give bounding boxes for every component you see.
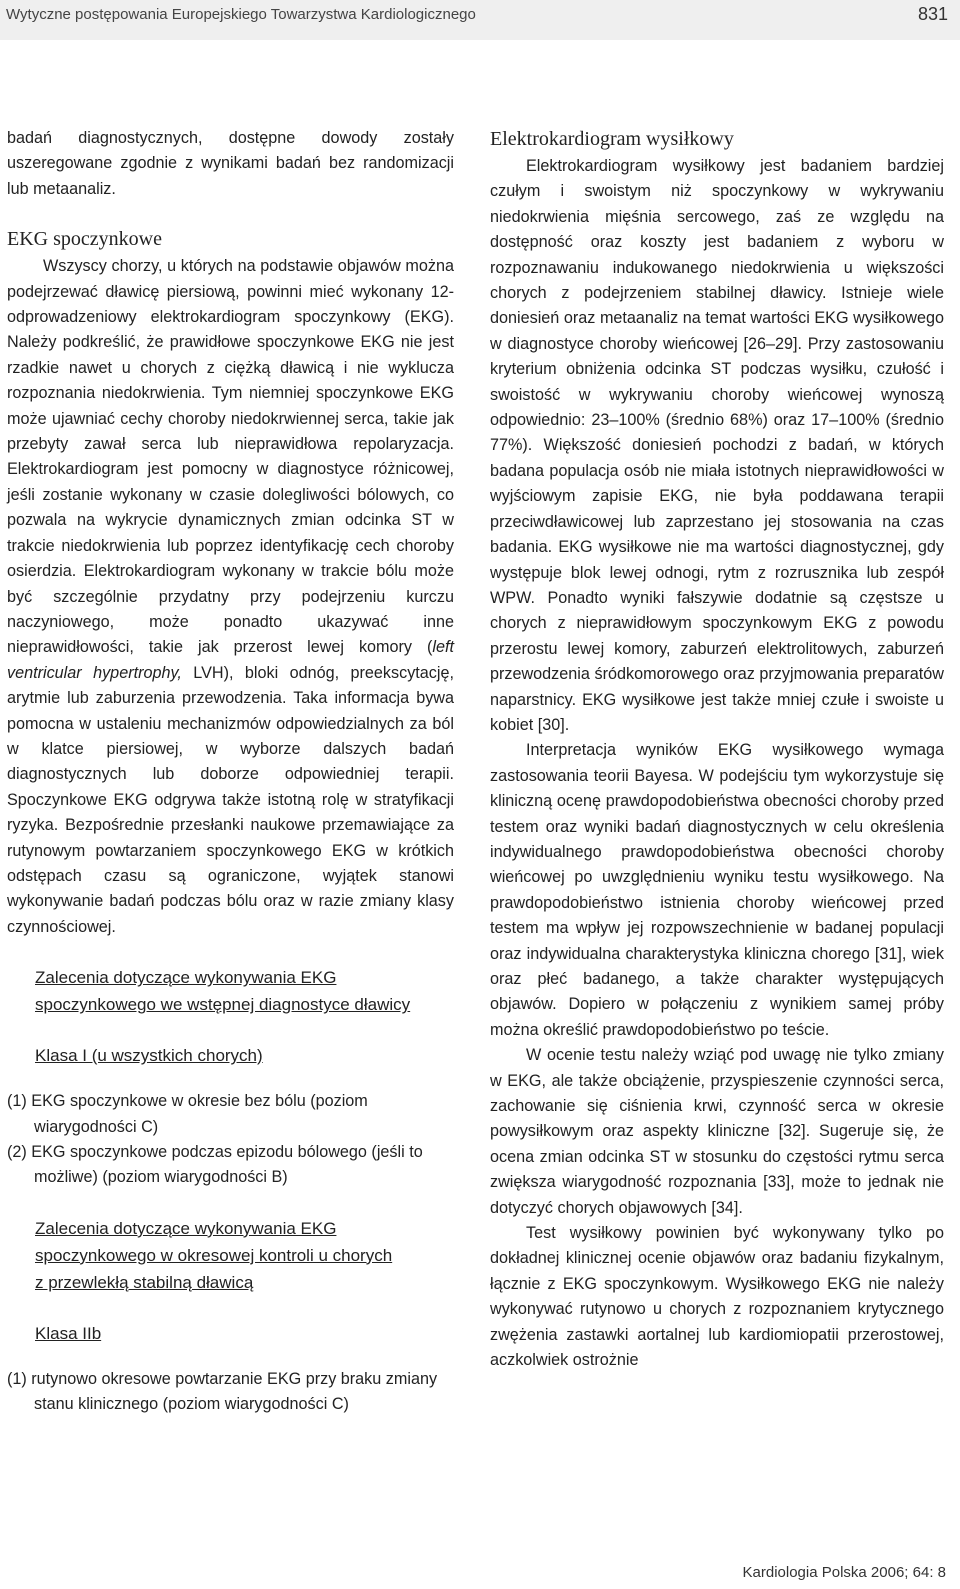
recommendation-item: (2) EKG spoczynkowe podczas epizodu bólowego (jeśli to możliwe) (poziom wiarygodności B) bbox=[7, 1143, 423, 1187]
section-heading-resting-ecg: EKG spoczynkowe bbox=[7, 228, 162, 251]
journal-section-title: Wytyczne postępowania Europejskiego Towarzystwa Kardiologicznego bbox=[6, 6, 476, 23]
recommendation-heading-initial bbox=[35, 964, 454, 1018]
resting-ecg-text-part1: Wszyscy chorzy, u których na podstawie objawów można podejrzewać dławicę piersiową, powinni mieć wykonany 12-odprowadzeniowy elektrokardiogram spoczynkowy (EKG). Należy podkreślić, że prawidłowe spoczynkowe EKG nie jest rzadkie nawet u chorych z ciężką dławicą i nie wyklucza rozpoznania niedokrwienia. Tym niemniej spoczynkowe EKG może ujawniać cechy choroby niedokrwiennej serca, takie jak przebyty zawał serca lub nieprawidłowa repolaryzacja. Elektrokardiogram jest pomocny w diagnostyce różnicowej, jeśli zostanie wykonany w czasie dolegliwości bólowych, co pozwala na wykrycie dynamicznych zmian odcinka ST w trakcie niedokrwienia lub poprzez identyfikację cech choroby osierdzia. Elektrokardiogram wykonany w trakcie bólu może być szczególnie przydatny przy podejrzeniu kurczu naczyniowego, może ponadto ukazywać inne nieprawidłowości, takie jak przerost lewej komory ( bbox=[7, 257, 454, 657]
exercise-ecg-paragraph-2: Interpretacja wyników EKG wysiłkowego wymaga zastosowania teorii Bayesa. W podejściu tym wykorzystuje się kliniczną ocenę prawdopodobieństwa obecności choroby przed testem oraz wyniki badań diagnostycznych w celu określenia indywidualnego prawdopodobieństwa obecności choroby wieńcowej po uwzględnieniu wyniku testu wysiłkowego. Na prawdopodobieństwo istnienia choroby wieńcowej przed testem ma wpływ jej rozpowszechnienie w badanej populacji oraz indywidualna charakterystyka kliniczna chorego [31], wiek oraz płeć badanego, a także charakter występujących objawów. Dopiero w połączeniu z wynikiem samej próby można określić prawdopodobieństwo po teście. bbox=[490, 741, 944, 1039]
journal-citation: Kardiologia Polska 2006; 64: 8 bbox=[742, 1564, 946, 1581]
exercise-ecg-paragraph-3: W ocenie testu należy wziąć pod uwagę nie tylko zmiany w EKG, ale także obciążenie, przyspieszenie czynności serca, zachowanie się ciśnienia krwi, czynność serca w okresie powysiłkowym oraz aspekty kliniczne [32]. Sugeruje się, że ocena zmian odcinka ST w stosunku do częstości rytmu serca zwiększa wiarygodność rozpoznania [33], może to jednak nie dotyczyć chorych objawowych [34]. bbox=[490, 1046, 944, 1217]
resting-ecg-text-part2: LVH), bloki odnóg, preekscytację, arytmie lub zaburzenia przewodzenia. Taka informacja bywa pomocna w ustaleniu mechanizmów odpowiedzialnych za ból w klatce piersiowej, w wyborze dalszych badań diagnostycznych lub doborze odpowiedniej terapii. Spoczynkowe EKG odgrywa także istotną rolę w stratyfikacji ryzyka. Bezpośrednie przesłanki naukowe przemawiające za rutynowym powtarzaniem spoczynkowego EKG w krótkich odstępach czasu są ograniczone, wyjątek stanowi wykonywanie badań podczas bólu oraz w razie zmiany klasy czynnościowej. bbox=[7, 663, 454, 936]
page-number: 831 bbox=[917, 4, 948, 24]
recommendation-list-initial bbox=[7, 1089, 454, 1191]
recommendation-item: (1) EKG spoczynkowe w okresie bez bólu (poziom wiarygodności C) bbox=[7, 1092, 368, 1136]
recommendation-class-i: Klasa I (u wszystkich chorych) bbox=[35, 1046, 263, 1066]
recommendation-heading-line: spoczynkowego w okresowej kontroli u chorych bbox=[35, 1245, 393, 1265]
left-column bbox=[7, 126, 454, 1418]
running-header bbox=[0, 0, 960, 40]
recommendation-heading-followup bbox=[35, 1215, 454, 1296]
right-column bbox=[490, 126, 944, 1374]
recommendation-heading-line: spoczynkowego we wstępnej diagnostyce dławicy bbox=[35, 995, 411, 1015]
resting-ecg-paragraph bbox=[7, 254, 454, 940]
exercise-ecg-paragraph-4: Test wysiłkowy powinien być wykonywany tylko po dokładnej klinicznej ocenie objawów oraz badaniu fizykalnym, łącznie z EKG spoczynkowym. Wysiłkowego EKG nie należy wykonywać rutynowo u chorych z rozpoznaniem krytycznego zwężenia zastawki aortalnej lub kardiomiopatii przerostowej, aczkolwiek ostrożnie bbox=[490, 1224, 944, 1370]
recommendation-item: (1) rutynowo okresowe powtarzanie EKG przy braku zmiany stanu klinicznego (poziom wiarygodności C) bbox=[7, 1369, 438, 1414]
exercise-ecg-paragraph-1: Elektrokardiogram wysiłkowy jest badaniem bardziej czułym i swoistym niż spoczynkowy w wykrywaniu niedokrwienia mięśnia sercowego, zaś ze względu na dostępność oraz koszty jest badaniem z wyboru w rozpoznawaniu indukowanego niedokrwienia u większości chorych z podejrzeniem stabilnej dławicy. Istnieje wiele doniesień oraz metaanaliz na temat wartości EKG wysiłkowego w diagnostyce choroby wieńcowej [26–29]. Przy zastosowaniu kryterium obniżenia odcinka ST podczas wysiłku, czułość i swoistość w wykrywaniu choroby wieńcowej wynoszą odpowiednio: 23–100% (średnio 68%) oraz 17–100% (średnio 77%). Większość doniesień pochodzi z badań, w których badana populacja osób nie miała istotnych nieprawidłowości w wyjściowym zapisie EKG, nie była poddawana terapii przeciwdławicowej lub zaprzestano jej stosowania na czas badania. EKG wysiłkowe nie ma wartości diagnostycznej, gdy występuje blok lewej odnogi, rytm z rozrusznika lub zespół WPW. Ponadto wyniki fałszywie dodatnie są częstsze u chorych z nieprawidłowym spoczynkowym EKG z powodu przerostu lewej komory, zaburzeń elektrolitowych, zaburzeń przewodzenia śródkomorowego oraz przyjmowania preparatów naparstnicy. EKG wysiłkowe jest także mniej czułe i swoiste u kobiet [30]. bbox=[490, 157, 944, 734]
section-heading-exercise-ecg: Elektrokardiogram wysiłkowy bbox=[490, 128, 734, 150]
recommendation-class-iib: Klasa IIb bbox=[35, 1323, 102, 1343]
intro-paragraph: badań diagnostycznych, dostępne dowody zostały uszeregowane zgodnie z wynikami badań bez randomizacji lub metaanaliz. bbox=[7, 129, 454, 198]
recommendation-heading-line: Zalecenia dotyczące wykonywania EKG bbox=[35, 1218, 337, 1238]
recommendation-heading-line: Zalecenia dotyczące wykonywania EKG bbox=[35, 968, 337, 988]
recommendation-list-followup bbox=[7, 1367, 454, 1418]
resting-ecg-italic-term: left ventricular hypertrophy, bbox=[7, 638, 454, 682]
recommendation-heading-line: z przewlekłą stabilną dławicą bbox=[35, 1272, 254, 1292]
